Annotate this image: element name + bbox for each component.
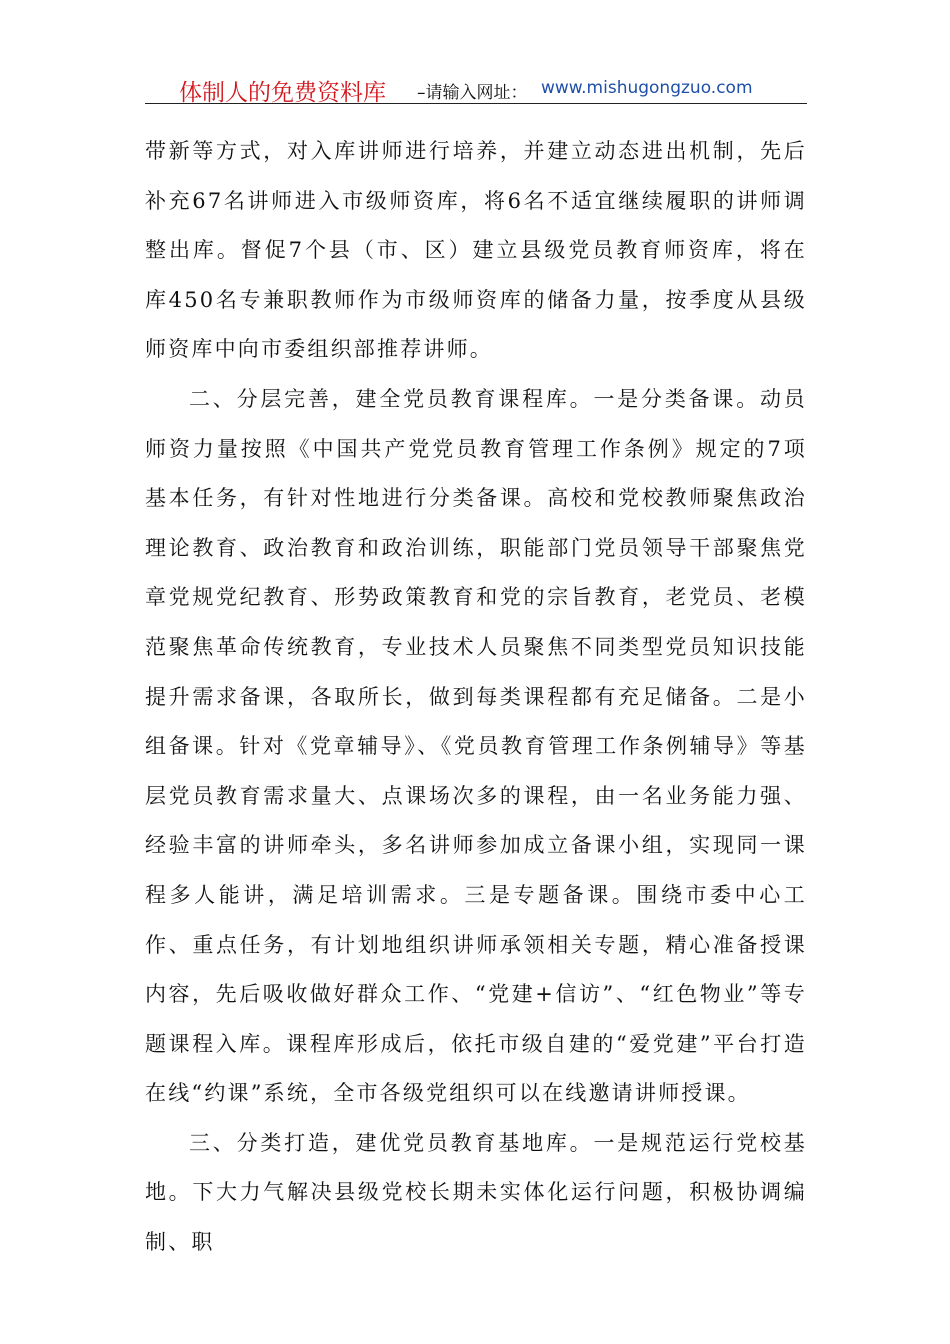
page-header — [145, 70, 807, 106]
paragraph-continuation: 带新等方式，对入库讲师进行培养，并建立动态进出机制，先后补充67名讲师进入市级师资库，将6名不适宜继续履职的讲师调整出库。督促7个县（市、区）建立县级党员教育师资库，将在库450名专兼职教师作为市级师资库的储备力量，按季度从县级师资库中向市委组织部推荐讲师。 — [145, 139, 807, 362]
header-url-link[interactable]: www.mishugongzuo.com — [541, 78, 753, 98]
header-divider — [145, 103, 807, 104]
paragraph-section-three: 三、分类打造，建优党员教育基地库。一是规范运行党校基地。下大力气解决县级党校长期未实体化运行问题，积极协调编制、职 — [145, 1130, 807, 1255]
document-body — [145, 127, 807, 1268]
header-brand-title: 体制人的免费资料库 — [179, 80, 386, 106]
paragraph-section-two: 二、分层完善，建全党员教育课程库。一是分类备课。动员师资力量按照《中国共产党党员教育管理工作条例》规定的7项基本任务，有针对性地进行分类备课。高校和党校教师聚焦政治理论教育、政治教育和政治训练，职能部门党员领导干部聚焦党章党规党纪教育、形势政策教育和党的宗旨教育，老党员、老模范聚焦革命传统教育，专业技术人员聚焦不同类型党员知识技能提升需求备课，各取所长，做到每类课程都有充足储备。二是小组备课。针对《党章辅导》、《党员教育管理工作条例辅导》等基层党员教育需求量大、点课场次多的课程，由一名业务能力强、经验丰富的讲师牵头，多名讲师参加成立备课小组，实现同一课程多人能讲，满足培训需求。三是专题备课。围绕市委中心工作、重点任务，有计划地组织讲师承领相关专题，精心准备授课内容，先后吸收做好群众工作、“党建+信访”、“红色物业”等专题课程入库。课程库形成后，依托市级自建的“爱党建”平台打造在线“约课”系统，全市各级党组织可以在线邀请讲师授课。 — [145, 386, 807, 1106]
header-url-prompt: –请输入网址： — [417, 83, 528, 103]
